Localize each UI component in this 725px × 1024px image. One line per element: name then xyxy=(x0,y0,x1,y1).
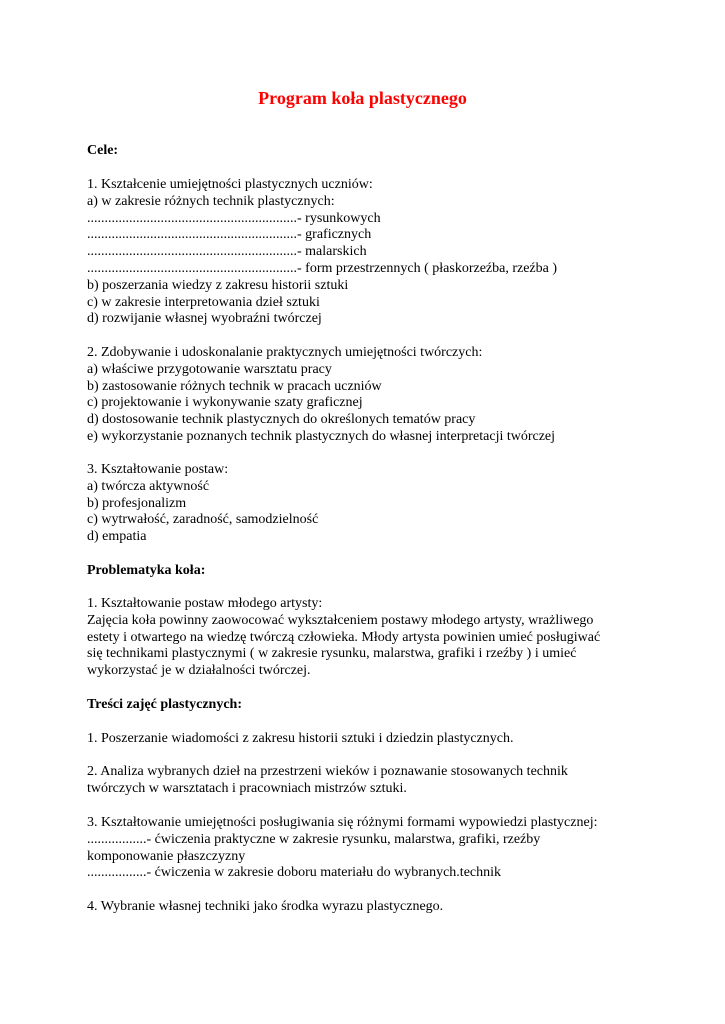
cele-1-heading: 1. Kształcenie umiejętności plastycznych uczniów: xyxy=(87,177,373,192)
paragraph-line: się technikami plastycznymi ( w zakresie rysunku, malarstwa, grafiki i rzeźby ) i umieć xyxy=(87,646,577,662)
tresci-item-1: 1. Poszerzanie wiadomości z zakresu historii sztuki i dziedzin plastycznych. xyxy=(87,731,514,746)
paragraph-line: 3. Kształtowanie umiejętności posługiwania się różnymi formami wypowiedzi plastycznej: xyxy=(87,815,598,830)
list-item: c) w zakresie interpretowania dzieł sztuki xyxy=(87,294,320,310)
section-heading-problematyka: Problematyka koła: xyxy=(87,563,206,578)
list-item: d) empatia xyxy=(87,529,147,545)
list-item: b) profesjonalizm xyxy=(87,495,187,511)
section-heading-cele: Cele: xyxy=(87,143,119,158)
list-item: ............................................................- malarskich xyxy=(87,244,367,260)
tresci-item-4: 4. Wybranie własnej techniki jako środka wyrazu plastycznego. xyxy=(87,899,444,914)
list-item: ............................................................- form przestrzennych ( płaskorzeźba, rzeźba ) xyxy=(87,260,558,276)
tresci-item-2 xyxy=(87,764,665,798)
document-title: Program koła plastycznego xyxy=(258,88,467,108)
paragraph-line: .................- ćwiczenia praktyczne w zakresie rysunku, malarstwa, grafiki, rzeźby xyxy=(87,831,541,847)
paragraph-line: .................- ćwiczenia w zakresie doboru materiału do wybranych.technik xyxy=(87,865,502,881)
list-item: b) poszerzania wiedzy z zakresu historii sztuki xyxy=(87,277,349,293)
list-item: c) projektowanie i wykonywanie szaty graficznej xyxy=(87,395,363,411)
section-heading-tresci: Treści zajęć plastycznych: xyxy=(87,697,242,712)
cele-section-3 xyxy=(87,462,665,546)
list-item: a) w zakresie różnych technik plastycznych: xyxy=(87,193,335,209)
problematyka-item-heading: 1. Kształtowanie postaw młodego artysty: xyxy=(87,596,323,611)
paragraph-line: Zajęcia koła powinny zaowocować wykształceniem postawy młodego artysty, wrażliwego xyxy=(87,612,594,628)
list-item: a) twórcza aktywność xyxy=(87,478,210,494)
list-item: a) właściwe przygotowanie warsztatu pracy xyxy=(87,361,332,377)
list-item: ............................................................- rysunkowych xyxy=(87,210,381,226)
tresci-item-3 xyxy=(87,815,665,882)
cele-3-heading: 3. Kształtowanie postaw: xyxy=(87,462,229,477)
paragraph-line: 2. Analiza wybranych dzieł na przestrzeni wieków i poznawanie stosowanych technik xyxy=(87,764,568,779)
list-item: d) rozwijanie własnej wyobraźni twórczej xyxy=(87,311,322,327)
cele-section-1 xyxy=(87,177,665,328)
paragraph-line: estety i otwartego na wiedzę twórczą człowieka. Młody artysta powinien umieć posługiwać xyxy=(87,629,601,645)
cele-2-heading: 2. Zdobywanie i udoskonalanie praktycznych umiejętności twórczych: xyxy=(87,345,483,360)
list-item: c) wytrwałość, zaradność, samodzielność xyxy=(87,512,319,528)
cele-section-2 xyxy=(87,345,665,446)
paragraph-line: twórczych w warsztatach i pracowniach mistrzów sztuki. xyxy=(87,780,407,796)
list-item: b) zastosowanie różnych technik w pracach uczniów xyxy=(87,378,382,394)
list-item: d) dostosowanie technik plastycznych do określonych tematów pracy xyxy=(87,412,476,428)
list-item: ............................................................- graficznych xyxy=(87,227,372,243)
list-item: e) wykorzystanie poznanych technik plastycznych do własnej interpretacji twórczej xyxy=(87,428,556,444)
problematyka-section xyxy=(87,596,665,680)
paragraph-line: komponowanie płaszczyzny xyxy=(87,848,246,864)
paragraph-line: wykorzystać je w działalności twórczej. xyxy=(87,663,311,679)
